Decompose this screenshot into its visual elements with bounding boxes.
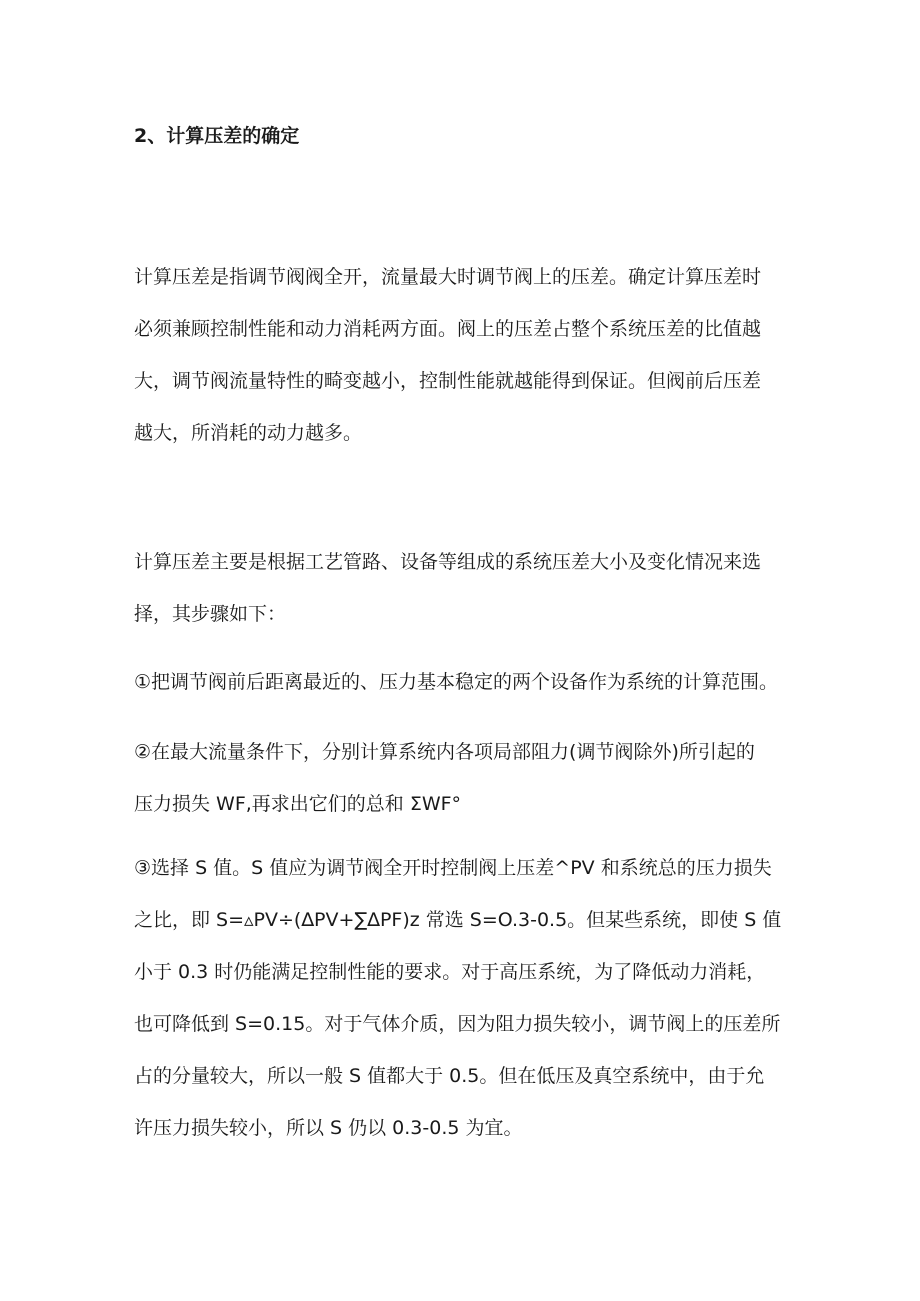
step-3-paragraph: [134, 853, 794, 1165]
paragraph-line: 必须兼顾控制性能和动力消耗两方面。阀上的压差占整个系统压差的比值越: [134, 318, 762, 340]
paragraph-line: 越大，所消耗的动力越多。: [134, 422, 363, 444]
step-1-paragraph: [134, 667, 794, 719]
paragraph-line: 择，其步骤如下：: [134, 603, 287, 625]
step-2-paragraph: [134, 737, 794, 841]
paragraph-line: 大，调节阀流量特性的畸变越小，控制性能就越能得到保证。但阀前后压差: [134, 370, 762, 392]
paragraph-line: ③选择 S 值。S 值应为调节阀全开时控制阀上压差^PV 和系统总的压力损失: [134, 857, 772, 879]
section-heading: 2、计算压差的确定: [134, 125, 300, 147]
paragraph-line: 计算压差是指调节阀阀全开，流量最大时调节阀上的压差。确定计算压差时: [134, 266, 762, 288]
paragraph-calculation-definition: [134, 262, 794, 470]
paragraph-line: 之比，即 S=▵PV÷(∆PV+∑∆PF)z 常选 S=O.3-0.5。但某些系统，即使 S 值: [134, 909, 782, 931]
paragraph-line: ②在最大流量条件下，分别计算系统内各项局部阻力(调节阀除外)所引起的: [134, 741, 755, 763]
paragraph-line: 小于 0.3 时仍能满足控制性能的要求。对于高压系统，为了降低动力消耗，: [134, 961, 766, 983]
paragraph-line: 许压力损失较小，所以 S 仍以 0.3-0.5 为宜。: [134, 1117, 523, 1139]
paragraph-line: 计算压差主要是根据工艺管路、设备等组成的系统压差大小及变化情况来选: [134, 551, 762, 573]
paragraph-selection-basis: [134, 547, 794, 651]
paragraph-line: 压力损失 WF,再求出它们的总和 ΣWF°: [134, 793, 462, 815]
paragraph-line: ①把调节阀前后距离最近的、压力基本稳定的两个设备作为系统的计算范围。: [134, 671, 779, 693]
paragraph-line: 占的分量较大，所以一般 S 值都大于 0.5。但在低压及真空系统中，由于允: [134, 1065, 765, 1087]
paragraph-line: 也可降低到 S=0.15。对于气体介质，因为阻力损失较小，调节阀上的压差所: [134, 1013, 781, 1035]
